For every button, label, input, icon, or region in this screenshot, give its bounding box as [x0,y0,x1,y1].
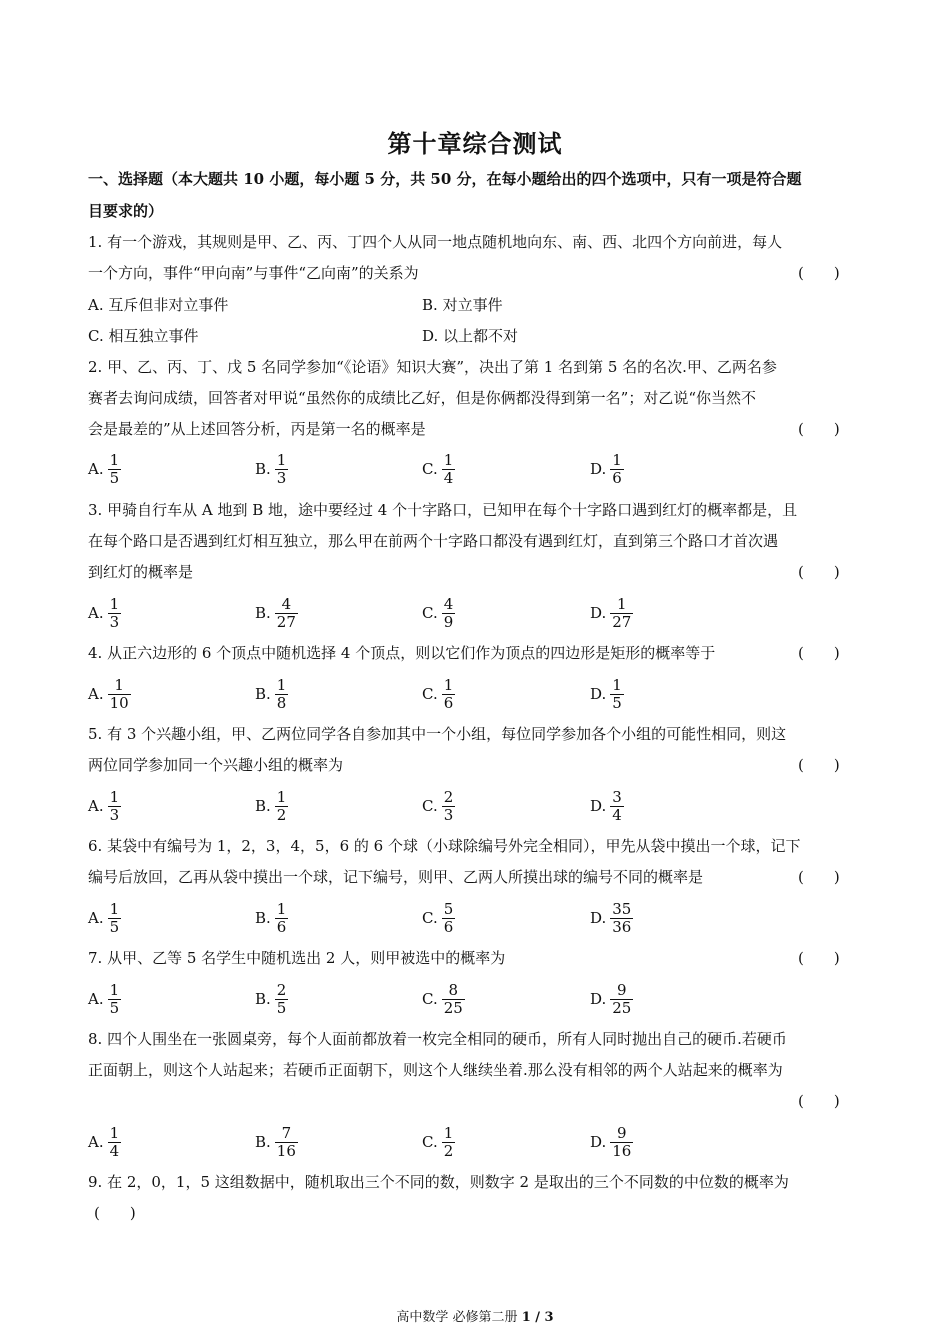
answer-blank: ( ) [798,868,840,886]
question-3-option-d: D. $\frac{1}{27}$ [590,594,632,631]
page-title: 第十章综合测试 [387,129,563,158]
question-8-option-c: C. $\frac{1}{2}$ [422,1123,454,1160]
question-3-line-2: 在每个路口是否遇到红灯相互独立，那么甲在前两个十字路口都没有遇到红灯，直到第三个路口才首次遇 [88,532,779,550]
answer-blank: ( ) [798,949,840,967]
question-5-option-c: C. $\frac{2}{3}$ [422,787,454,824]
question-2-option-a: A. $\frac{1}{5}$ [88,450,120,487]
question-4-option-b: B. $\frac{1}{8}$ [255,675,287,712]
answer-blank: ( ) [798,420,840,438]
question-3-option-b: B. $\frac{4}{27}$ [255,594,296,631]
question-2-option-b: B. $\frac{1}{3}$ [255,450,287,487]
question-7-option-d: D. $\frac{9}{25}$ [590,980,632,1017]
question-6-line-1: 6. 某袋中有编号为 1，2，3，4，5，6 的 6 个球（小球除编号外完全相同），甲先从袋中摸出一个球，记下 [88,837,801,855]
question-5-option-b: B. $\frac{1}{2}$ [255,787,287,824]
question-4-option-c: C. $\frac{1}{6}$ [422,675,454,712]
answer-blank: ( ) [94,1204,136,1222]
question-9-line-1: 9. 在 2，0，1，5 这组数据中，随机取出三个不同的数，则数字 2 是取出的三个不同数的中位数的概率为 [88,1173,789,1191]
question-2-line-3: 会是最差的”从上述回答分析，丙是第一名的概率是 [88,420,426,438]
question-8-option-b: B. $\frac{7}{16}$ [255,1123,296,1160]
question-8-line-1: 8. 四个人围坐在一张圆桌旁，每个人面前都放着一枚完全相同的硬币，所有人同时抛出自己的硬币.若硬币 [88,1030,787,1048]
section-heading-line-2: 目要求的） [88,202,164,220]
question-6-option-c: C. $\frac{5}{6}$ [422,899,454,936]
answer-blank: ( ) [798,756,840,774]
answer-blank: ( ) [798,563,840,581]
question-1-option-d: D. 以上都不对 [422,327,519,345]
question-4-option-d: D. $\frac{1}{5}$ [590,675,622,712]
question-7-option-a: A. $\frac{1}{5}$ [88,980,120,1017]
question-3-line-3: 到红灯的概率是 [88,563,194,581]
question-6-option-d: D. $\frac{35}{36}$ [590,899,632,936]
question-1-option-c: C. 相互独立事件 [88,327,199,345]
question-8-line-2: 正面朝上，则这个人站起来；若硬币正面朝下，则这个人继续坐着.那么没有相邻的两个人站起来的概率为 [88,1061,783,1079]
question-6-option-b: B. $\frac{1}{6}$ [255,899,287,936]
page-footer: 高中数学 必修第二册 1 / 3 [396,1310,554,1325]
question-8-option-d: D. $\frac{9}{16}$ [590,1123,632,1160]
section-heading-line-1: 一、选择题（本大题共 10 小题，每小题 5 分，共 50 分，在每小题给出的四个选项中，只有一项是符合题 [88,170,802,188]
question-1-line-1: 1. 有一个游戏，其规则是甲、乙、丙、丁四个人从同一地点随机地向东、南、西、北四个方向前进，每人 [88,233,783,251]
question-5-line-2: 两位同学参加同一个兴趣小组的概率为 [88,756,344,774]
question-6-option-a: A. $\frac{1}{5}$ [88,899,120,936]
answer-blank: ( ) [798,644,840,662]
question-2-line-1: 2. 甲、乙、丙、丁、戊 5 名同学参加“《论语》知识大赛”，决出了第 1 名到第 5 名的名次.甲、乙两名参 [88,358,777,376]
answer-blank: ( ) [798,264,840,282]
question-6-line-2: 编号后放回，乙再从袋中摸出一个球，记下编号，则甲、乙两人所摸出球的编号不同的概率是 [88,868,704,886]
question-3-line-1: 3. 甲骑自行车从 A 地到 B 地，途中要经过 4 个十字路口，已知甲在每个十字路口遇到红灯的概率都是，且 [88,501,798,519]
question-3-option-c: C. $\frac{4}{9}$ [422,594,454,631]
question-7-line-1: 7. 从甲、乙等 5 名学生中随机选出 2 人，则甲被选中的概率为 [88,949,506,967]
question-5-line-1: 5. 有 3 个兴趣小组，甲、乙两位同学各自参加其中一个小组，每位同学参加各个小组的可能性相同，则这 [88,725,787,743]
question-7-option-c: C. $\frac{8}{25}$ [422,980,463,1017]
question-8-option-a: A. $\frac{1}{4}$ [88,1123,120,1160]
question-1-line-2: 一个方向，事件“甲向南”与事件“乙向南”的关系为 [88,264,419,282]
answer-blank: ( ) [798,1092,840,1110]
question-3-option-a: A. $\frac{1}{3}$ [88,594,120,631]
question-7-option-b: B. $\frac{2}{5}$ [255,980,287,1017]
question-5-option-d: D. $\frac{3}{4}$ [590,787,622,824]
question-2-option-d: D. $\frac{1}{6}$ [590,450,622,487]
question-4-line-1: 4. 从正六边形的 6 个顶点中随机选择 4 个顶点，则以它们作为顶点的四边形是矩形的概率等于 [88,644,716,662]
question-2-line-2: 赛者去询问成绩，回答者对甲说“虽然你的成绩比乙好，但是你俩都没得到第一名”；对乙说“你当然不 [88,389,757,407]
question-4-option-a: A. $\frac{1}{10}$ [88,675,129,712]
question-2-option-c: C. $\frac{1}{4}$ [422,450,454,487]
question-1-option-b: B. 对立事件 [422,296,503,314]
question-1-option-a: A. 互斥但非对立事件 [88,296,229,314]
question-5-option-a: A. $\frac{1}{3}$ [88,787,120,824]
